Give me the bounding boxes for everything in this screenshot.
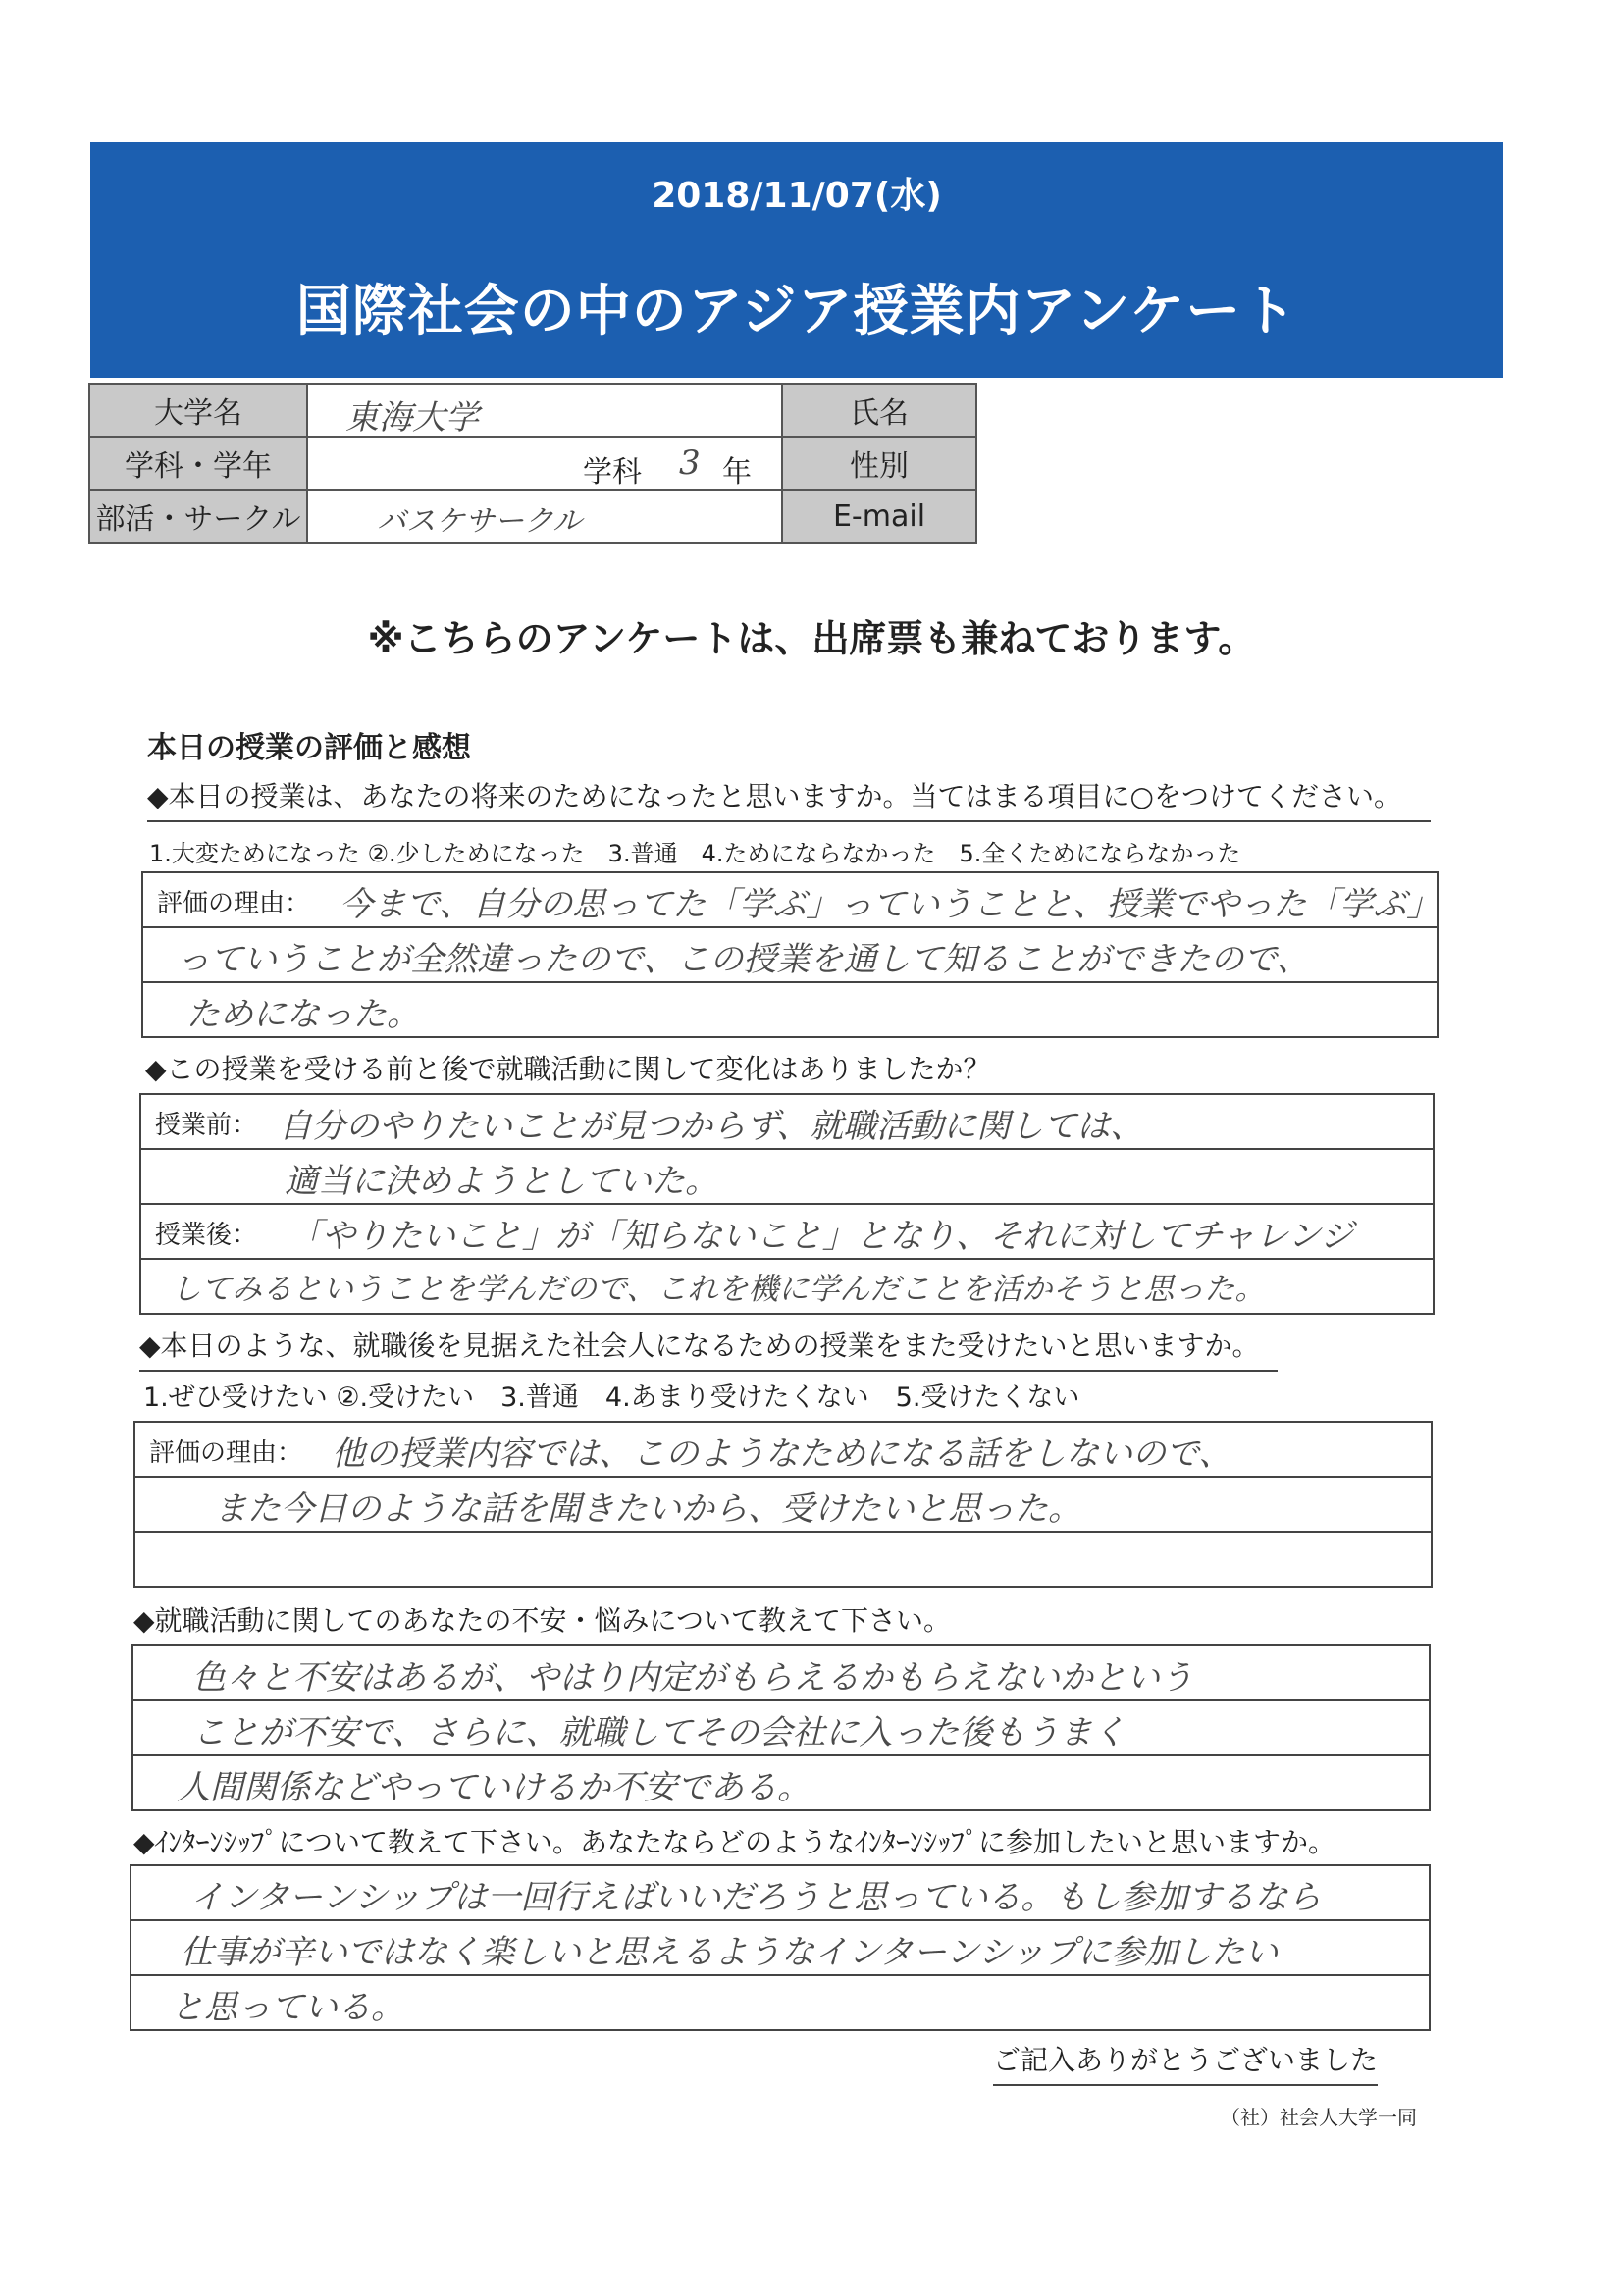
respondent-info-table: [88, 383, 977, 544]
department-label: 学科・学年: [89, 437, 307, 490]
q2-answer-row: [141, 1205, 1433, 1260]
university-label: 大学名: [89, 384, 307, 437]
q4-answer-box: [131, 1644, 1431, 1811]
q3-answer-row: [135, 1423, 1431, 1478]
q5-answer-row: [131, 1921, 1429, 1976]
survey-title: 国際社会の中のアジア授業内アンケート: [295, 280, 1298, 343]
section-title: 本日の授業の評価と感想: [147, 731, 471, 765]
q2-answer-box: [139, 1093, 1435, 1315]
q5-answer-line-2: 仕事が辛いではなく楽しいと思えるようなインターンシップに参加したい: [181, 1933, 1279, 1972]
club-value: バスケサークル: [377, 504, 583, 539]
gender-label: 性別: [782, 437, 976, 490]
q4-answer-row: [133, 1646, 1429, 1701]
q2-after-line-1: 「やりたいこと」が「知らないこと」となり、それに対してチャレンジ: [288, 1217, 1354, 1256]
q4-answer-line-3: 人間関係などやっていけるか不安である。: [177, 1768, 811, 1807]
q1-answer-line-2: っていうことが全然違ったので、この授業を通して知ることができたので、: [177, 940, 1310, 979]
department-value: 学科: [583, 455, 642, 490]
survey-date: 2018/11/07(水): [652, 176, 942, 216]
q1-options: 1.大変ためになった ②.少しためになった 3.普通 4.ためにならなかった 5.全くためにならなかった: [149, 840, 1241, 867]
q3-answer-line-1: 他の授業内容では、このようなためになる話をしないので、: [332, 1435, 1232, 1474]
q5-answer-line-3: と思っている。: [171, 1988, 404, 2027]
q5-answer-row: [131, 1976, 1429, 2029]
q1-answer-row: [143, 983, 1437, 1036]
q4-answer-row: [133, 1756, 1429, 1809]
q2-before-label: 授業前：: [155, 1111, 258, 1140]
club-field: [307, 490, 782, 543]
q3-options: 1.ぜひ受けたい ②.受けたい 3.普通 4.あまり受けたくない 5.受けたくない: [143, 1383, 1080, 1413]
header-banner: [90, 142, 1503, 378]
q3-question: ◆本日のような、就職後を見据えた社会人になるための授業をまた受けたいと思いますか。: [139, 1325, 1278, 1372]
q1-answer-row: [143, 873, 1440, 928]
q5-question: ◆ｲﾝﾀｰﾝｼｯﾌﾟについて教えて下さい。あなたならどのようなｲﾝﾀｰﾝｼｯﾌﾟに参加したいと思いますか。: [133, 1826, 1335, 1858]
email-label: E-mail: [782, 490, 976, 543]
university-field: [307, 384, 782, 437]
name-label: 氏名: [782, 384, 976, 437]
q2-answer-row: [141, 1260, 1433, 1313]
q2-answer-row: [141, 1095, 1433, 1150]
q2-after-label: 授業後：: [155, 1221, 258, 1250]
q4-answer-row: [133, 1701, 1429, 1756]
year-suffix: 年: [722, 455, 752, 490]
q1-reason-label: 評価の理由：: [157, 889, 311, 918]
university-value: 東海大学: [345, 398, 479, 438]
q5-answer-row: [131, 1866, 1429, 1921]
year-value: 3: [679, 444, 701, 483]
department-field: [307, 437, 782, 490]
q3-answer-row: [135, 1478, 1431, 1533]
q5-answer-line-1: インターンシップは一回行えばいいだろうと思っている。もし参加するなら: [190, 1878, 1322, 1917]
q2-after-line-2: してみるということを学んだので、これを機に学んだことを活かそうと思った。: [171, 1272, 1266, 1307]
q4-answer-line-1: 色々と不安はあるが、やはり内定がもらえるかもらえないかという: [192, 1658, 1193, 1697]
q1-question: ◆本日の授業は、あなたの将来のためになったと思いますか。当てはまる項目に○をつけてください。: [147, 775, 1431, 822]
q2-before-line-2: 適当に決めようとしていた。: [285, 1162, 718, 1201]
q1-answer-box: [141, 871, 1439, 1038]
q1-answer-row: [143, 928, 1437, 983]
q3-reason-label: 評価の理由：: [149, 1438, 303, 1468]
q3-answer-row: [135, 1533, 1431, 1586]
organization-credit: （社）社会人大学一同: [1221, 2106, 1417, 2129]
q1-answer-line-3: ためになった。: [186, 995, 420, 1034]
club-label: 部活・サークル: [89, 490, 307, 543]
q3-answer-line-2: また今日のような話を聞きたいから、受けたいと思った。: [214, 1489, 1081, 1529]
q4-answer-line-2: ことが不安で、さらに、就職してその会社に入った後もうまく: [192, 1713, 1126, 1752]
thanks-message: ご記入ありがとうございました: [993, 2039, 1378, 2086]
q3-answer-box: [133, 1421, 1433, 1588]
q4-question: ◆就職活動に関してのあなたの不安・悩みについて教えて下さい。: [133, 1604, 951, 1637]
q2-question: ◆この授業を受ける前と後で就職活動に関して変化はありましたか？: [145, 1053, 991, 1085]
q2-answer-row: [141, 1150, 1433, 1205]
q2-before-line-1: 自分のやりたいことが見つからず、就職活動に関しては、: [279, 1107, 1144, 1146]
q1-answer-line-1: 今まで、自分の思ってた「学ぶ」っていうことと、授業でやった「学ぶ」: [340, 885, 1440, 924]
q5-answer-box: [130, 1864, 1431, 2031]
attendance-notice: ※こちらのアンケートは、出席票も兼ねております。: [367, 617, 1256, 660]
